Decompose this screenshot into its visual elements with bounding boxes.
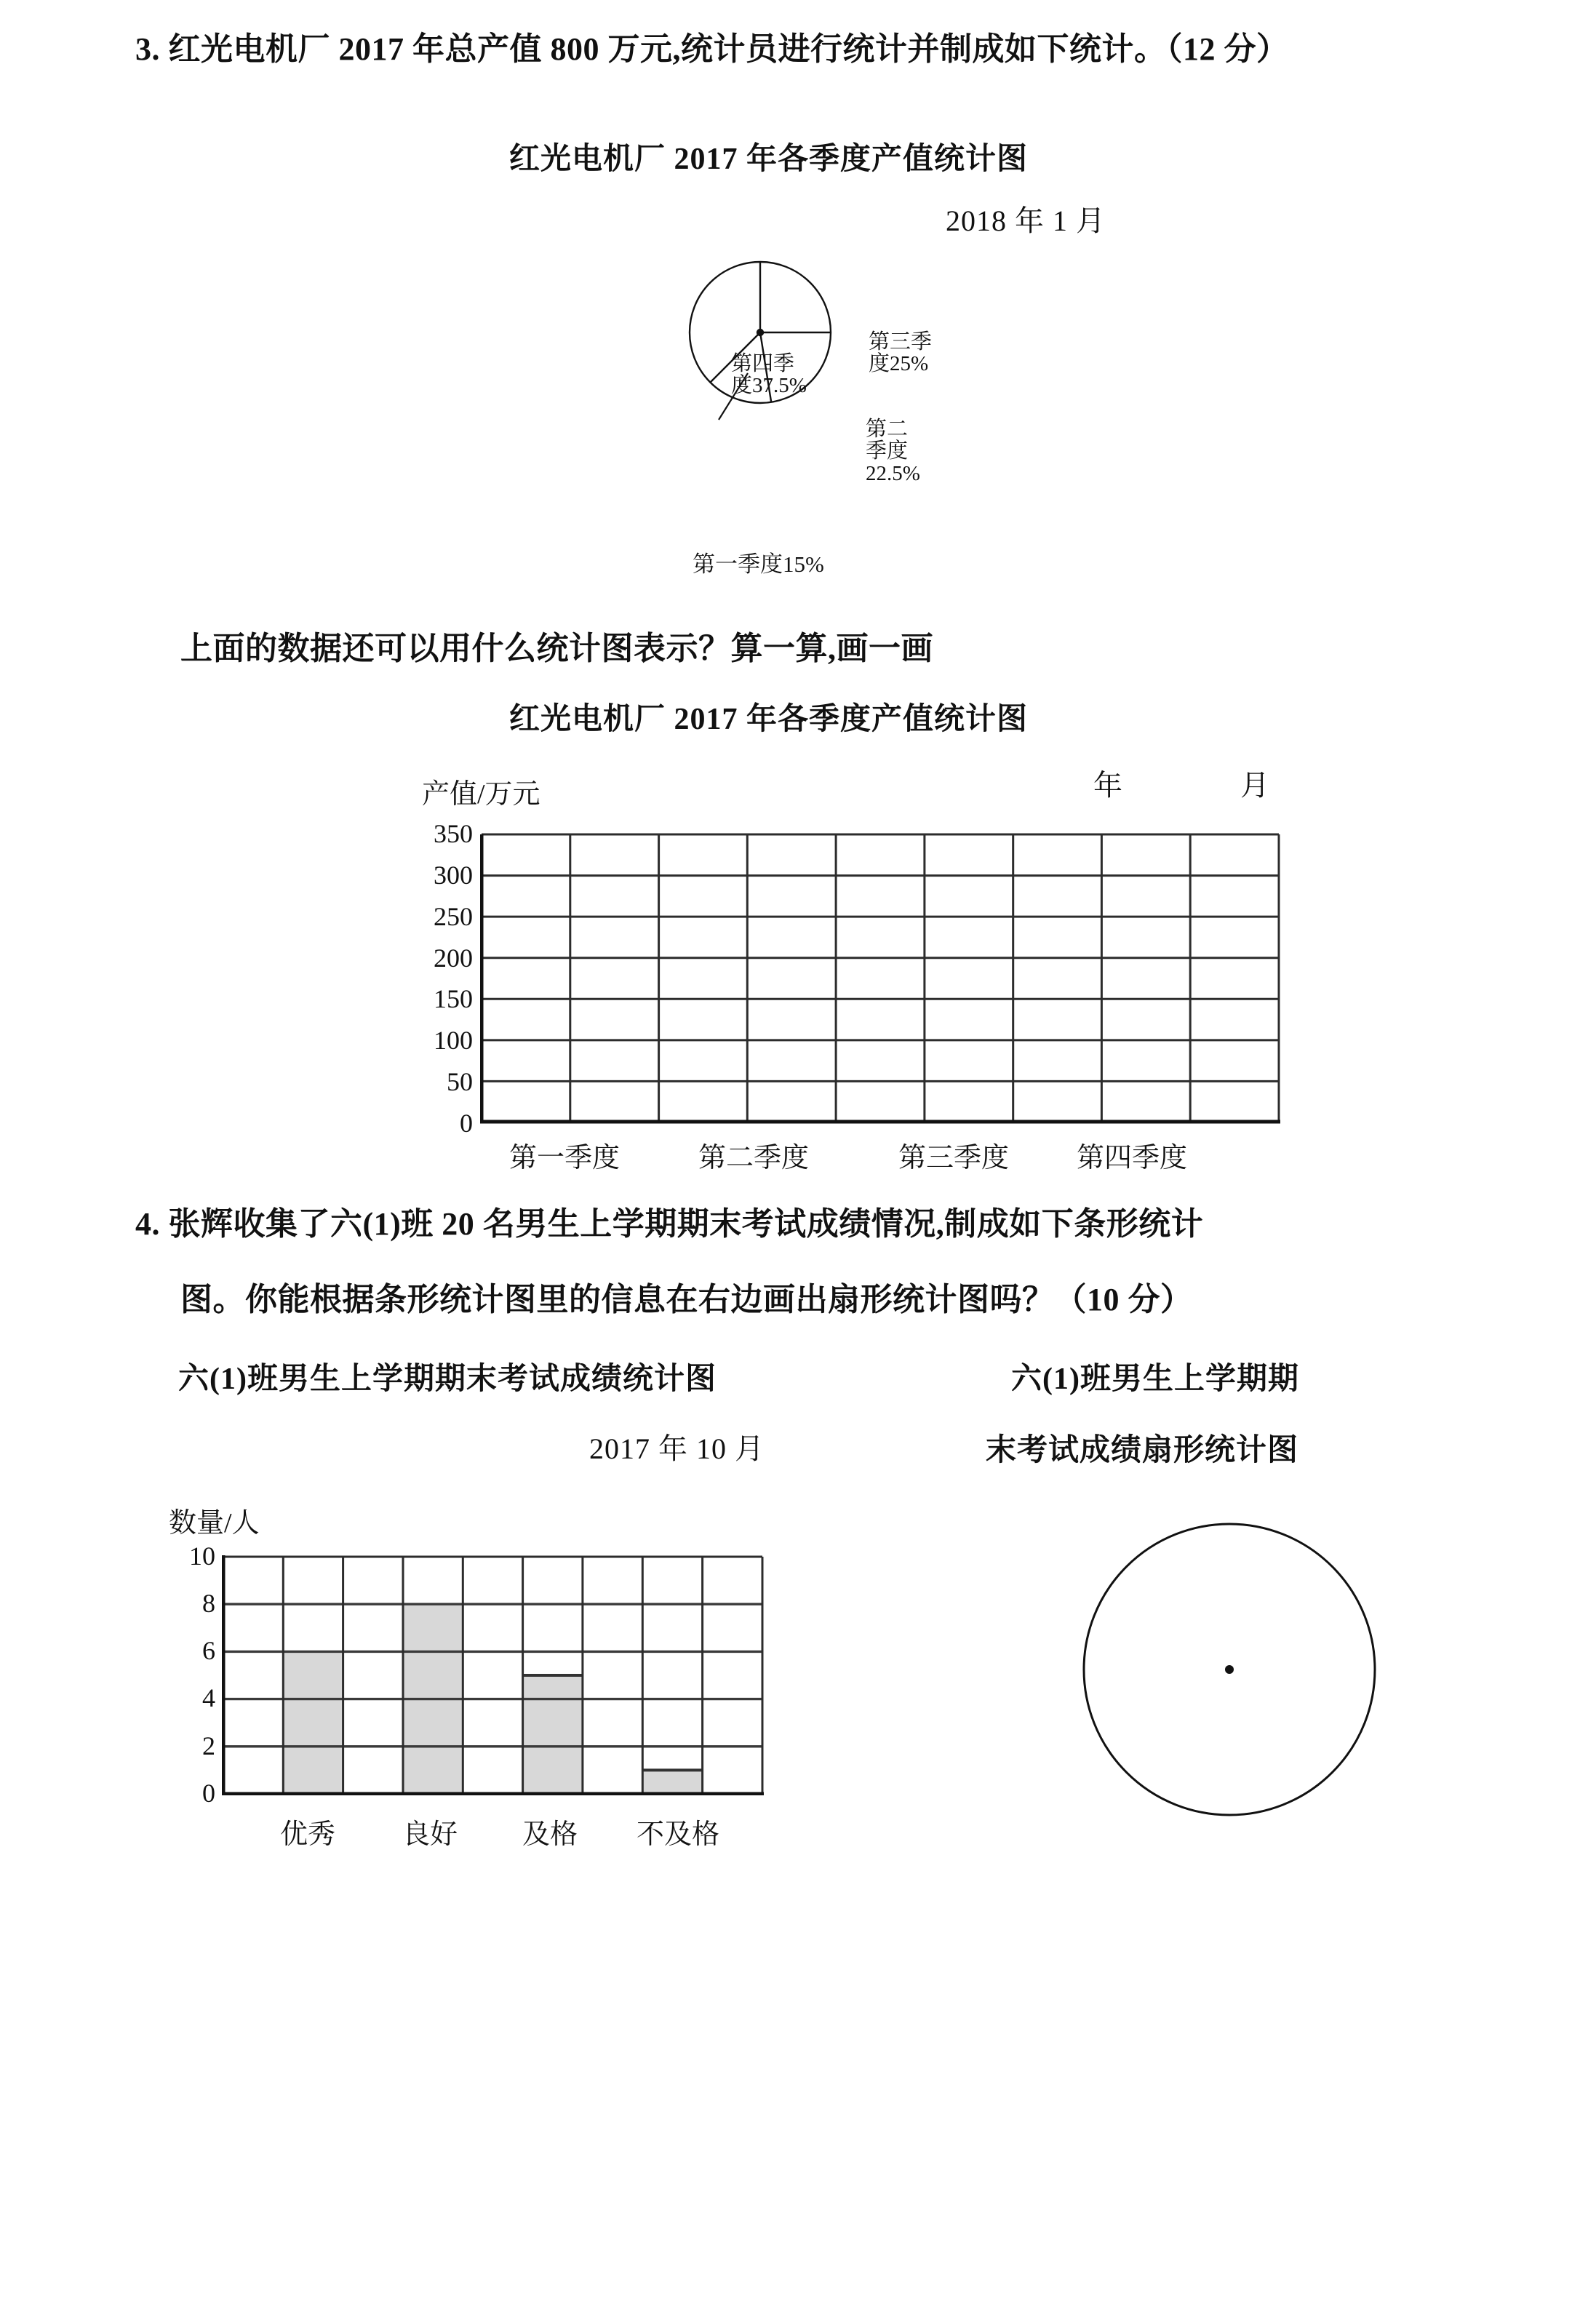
blank-chart-ytick-350: 350 — [434, 819, 473, 848]
bar-chart-category-excellent: 优秀 — [280, 1819, 336, 1850]
bar-chart-category-fail: 不及格 — [637, 1819, 720, 1850]
pie-placeholder-circle — [1077, 1517, 1382, 1822]
blank-chart-y-axis-label: 产值/万元 — [422, 779, 540, 810]
pie-label-q4-line1: 第四季 — [731, 352, 795, 375]
blank-chart-year-label: 年 — [1093, 769, 1122, 802]
blank-chart-grid — [480, 833, 1280, 1124]
pie-label-q1: 第一季度15% — [693, 551, 824, 577]
bar-chart-ytick-8: 8 — [202, 1589, 215, 1618]
pie-label-q3-line2: 度25% — [869, 352, 929, 376]
problem-3-number: 3. — [135, 31, 160, 67]
problem-3-stem — [135, 29, 1289, 69]
pie-chart-title: 红光电机厂 2017 年各季度产值统计图 — [509, 143, 1029, 176]
pie-label-q3 — [869, 331, 932, 375]
bar-chart-ytick-10: 10 — [189, 1541, 215, 1571]
problem-4-number: 4. — [135, 1206, 160, 1242]
blank-chart-category-q1: 第一季度 — [509, 1143, 621, 1173]
blank-chart-ytick-200: 200 — [434, 943, 473, 973]
blank-chart-ytick-250: 250 — [434, 902, 473, 931]
pie-placeholder-title-line1: 六(1)班男生上学期期 — [1011, 1363, 1299, 1396]
blank-chart-month-label: 月 — [1240, 769, 1269, 802]
bar-chart-graphic — [222, 1555, 764, 1795]
pie-label-q2-line2: 季度 — [866, 439, 909, 463]
blank-chart-ytick-100: 100 — [434, 1026, 473, 1055]
blank-chart-ytick-0: 0 — [460, 1109, 473, 1138]
pie-chart-subtitle: 2018 年 1 月 — [946, 204, 1106, 237]
pie-label-q2 — [866, 418, 920, 484]
bar-chart-ytick-0: 0 — [202, 1779, 215, 1808]
problem-4-stem-line1 — [135, 1204, 1203, 1244]
bar-chart-category-pass: 及格 — [522, 1819, 578, 1850]
blank-chart-ytick-50: 50 — [447, 1067, 473, 1096]
blank-chart-ytick-150: 150 — [434, 984, 473, 1013]
bar-chart-category-good: 良好 — [402, 1819, 458, 1850]
pie-label-q2-line1: 第二 — [866, 418, 909, 441]
blank-chart-category-q2: 第二季度 — [698, 1143, 810, 1173]
pie-label-q4 — [731, 353, 807, 397]
bar-chart-y-axis-label: 数量/人 — [169, 1508, 260, 1539]
blank-chart-ytick-300: 300 — [434, 861, 473, 890]
blank-chart-title: 红光电机厂 2017 年各季度产值统计图 — [509, 703, 1029, 736]
bar-chart-subtitle: 2017 年 10 月 — [589, 1432, 765, 1465]
blank-chart-category-q3: 第三季度 — [898, 1143, 1010, 1173]
problem-3-stem-text: 红光电机厂 2017 年总产值 800 万元,统计员进行统计并制成如下统计。（12 分） — [168, 31, 1289, 67]
bar-chart-ytick-6: 6 — [202, 1636, 215, 1665]
pie-label-q2-line3: 22.5% — [866, 461, 920, 485]
blank-chart-category-q4: 第四季度 — [1077, 1143, 1188, 1173]
pie-placeholder-title-line2: 末考试成绩扇形统计图 — [986, 1434, 1299, 1467]
problem-3-middle-prompt: 上面的数据还可以用什么统计图表示？算一算,画一画 — [180, 631, 933, 666]
problem-4-stem-text-1: 张辉收集了六(1)班 20 名男生上学期期末考试成绩情况,制成如下条形统计 — [168, 1206, 1204, 1242]
pie-label-q3-line1: 第三季 — [869, 330, 933, 354]
bar-chart-ytick-2: 2 — [202, 1731, 215, 1760]
problem-4-stem-line2: 图。你能根据条形统计图里的信息在右边画出扇形统计图吗？（10 分） — [180, 1282, 1193, 1317]
bar-chart-title: 六(1)班男生上学期期末考试成绩统计图 — [178, 1363, 717, 1396]
pie-label-q4-line2: 度37.5% — [731, 374, 807, 398]
bar-chart-ytick-4: 4 — [202, 1683, 215, 1712]
